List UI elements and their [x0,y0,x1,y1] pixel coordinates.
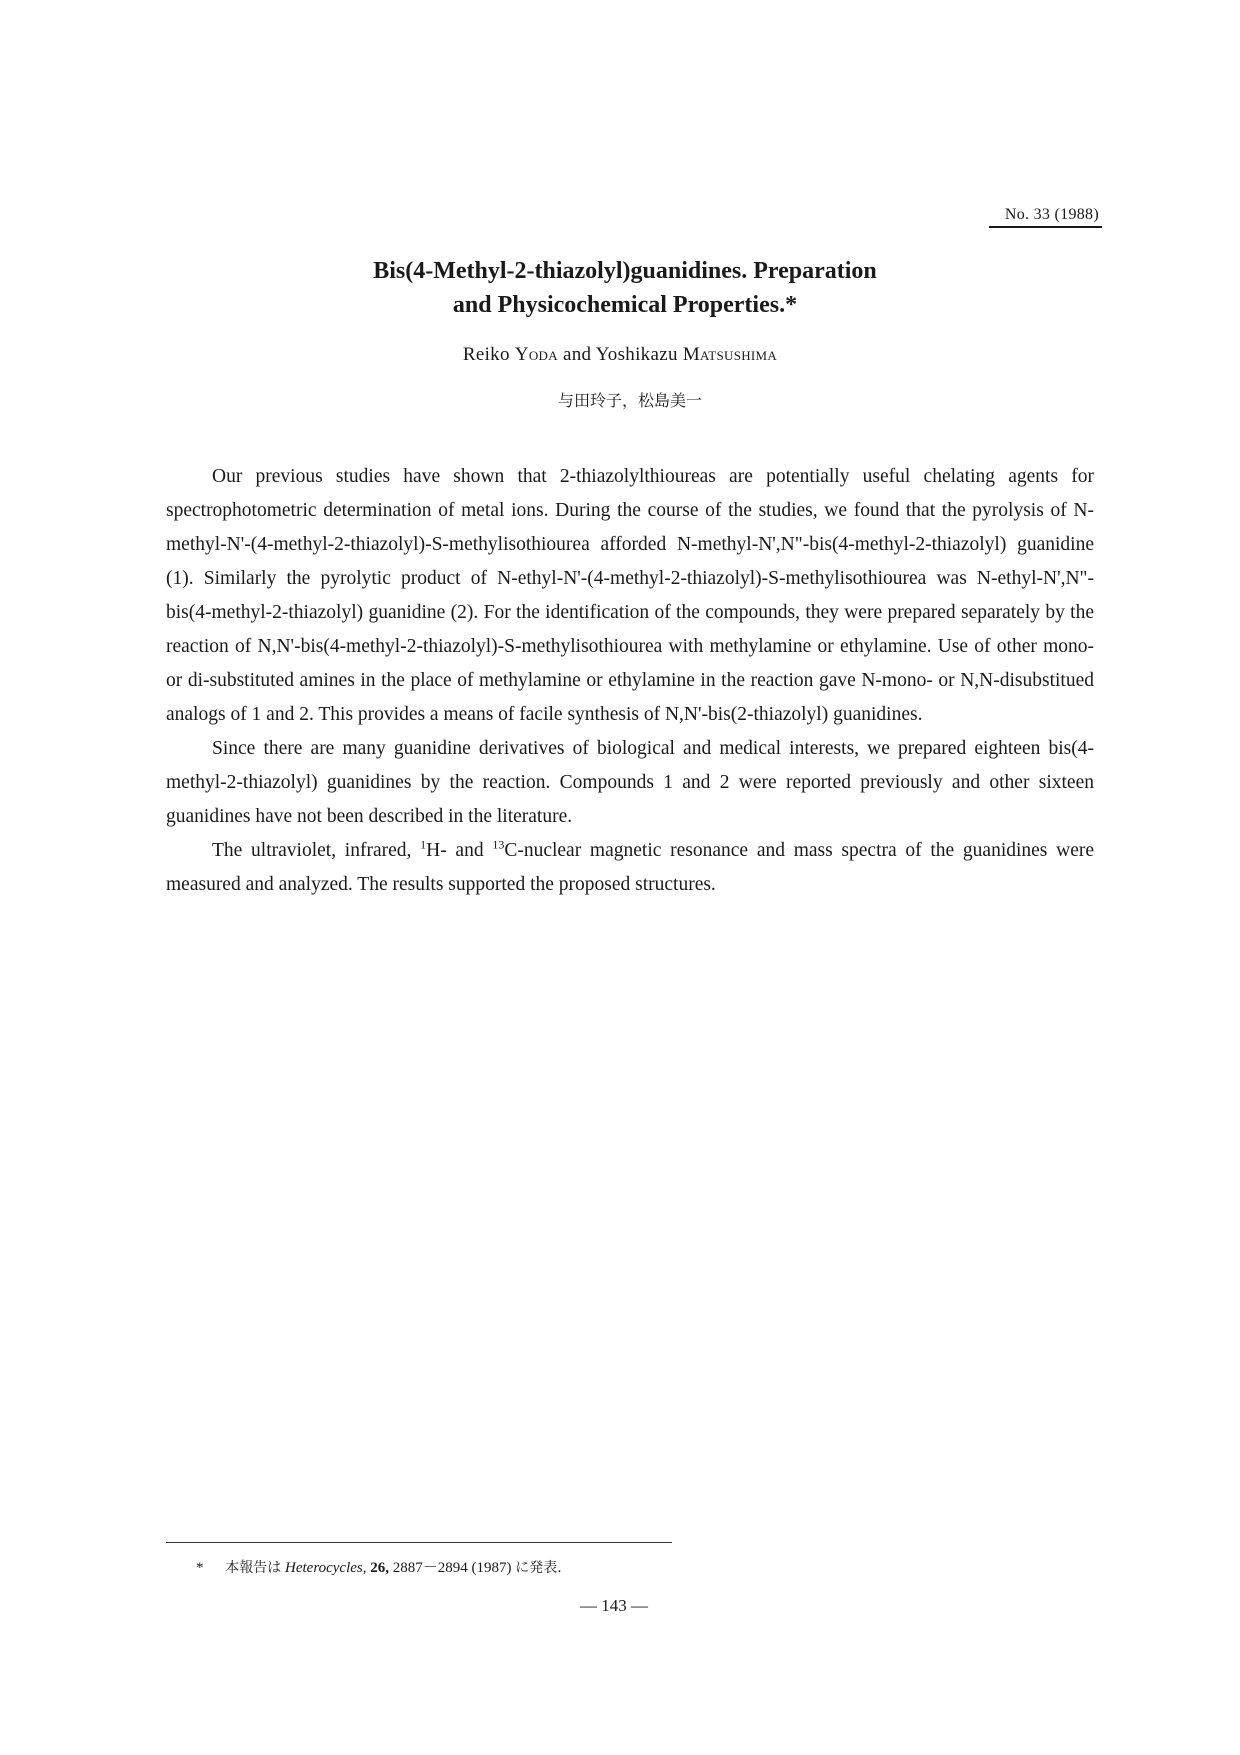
author-conjunction: and [562,344,592,365]
footnote-jp-prefix: 本報告は [225,1560,282,1576]
p3-sup-13: 13 [492,837,505,852]
paragraph-3 [166,834,1094,902]
abstract-body [166,460,1094,902]
p3-sup-1: 1 [420,837,427,852]
p3-text-1: The ultraviolet, infrared, [212,840,421,861]
page-number: — 143 — [580,1596,648,1615]
paper-title [0,254,1240,322]
p3-text-2: H- and [426,840,493,861]
footnote-pages: 2887－2894 (1987) [392,1560,512,1576]
author1-given: Reiko [462,344,510,365]
footnote [196,1556,562,1577]
footnote-marker: * [196,1560,204,1576]
authors-japanese: 与田玲子，松島美一 [557,391,702,410]
paragraph-1: Our previous studies have shown that 2-thiazolylthioureas are potentially useful chelating agents for spectrophotometric determination of metal ions. During the course of the studies, we found that the pyrolysis of N-methyl-N'-(4-methyl-2-thiazolyl)-S-methylisothiourea afforded N-methyl-N',N"-bis(4-methyl-2-thiazolyl) guanidine (1). Similarly the pyrolytic product of N-ethyl-N'-(4-methyl-2-thiazolyl)-S-methylisothiourea was N-ethyl-N',N"-bis(4-methyl-2-thiazolyl) guanidine (2). For the identification of the compounds, they were prepared separately by the reaction of N,N'-bis(4-methyl-2-thiazolyl)-S-methylisothiourea with methylamine or ethylamine. Use of other mono- or di-substituted amines in the place of methylamine or ethylamine in the reaction gave N-mono- or N,N-disubstitued analogs of 1 and 2. This provides a means of facile synthesis of N,N'-bis(2-thiazolyl) guanidines. [166,466,1094,725]
author2-family: Matsushima [682,344,778,365]
p3-text-3: C-nuclear magnetic resonance and mass spectra of the guanidines were measured and analyzed. The results supported the proposed structures. [166,840,1095,895]
footnote-volume: 26, [370,1560,389,1576]
issue-number: No. 33 (1988) [989,206,1102,228]
author2-given: Yoshikazu [595,344,678,365]
title-line-1: Bis(4-Methyl-2-thiazolyl)guanidines. Preparation [373,258,877,284]
footnote-jp-suffix: に発表. [515,1560,562,1576]
author1-family: Yoda [514,344,558,365]
title-line-2: and Physicochemical Properties.* [452,292,798,318]
footnote-rule [166,1542,672,1543]
footnote-journal: Heterocycles, [285,1560,367,1576]
authors [0,344,1240,366]
paragraph-2: Since there are many guanidine derivatives of biological and medical interests, we prepared eighteen bis(4-methyl-2-thiazolyl) guanidines by the reaction. Compounds 1 and 2 were reported previously and other sixteen guanidines have not been described in the literature. [166,738,1094,827]
